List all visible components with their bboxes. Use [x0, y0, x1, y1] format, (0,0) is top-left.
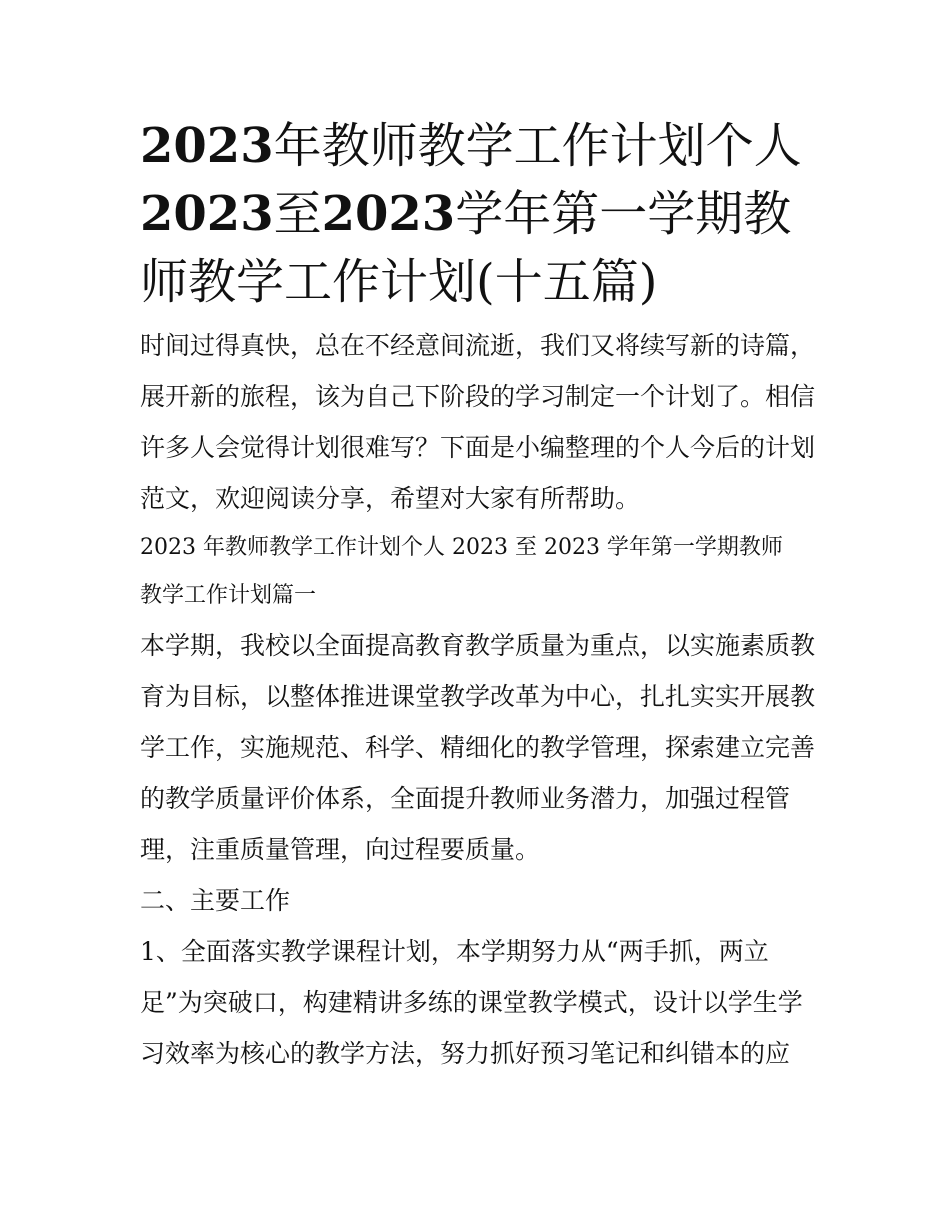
- paragraph-line: 育为目标，以整体推进课堂教学改革为中心，扎扎实实开展教: [140, 682, 816, 711]
- intro-line: 范文，欢迎阅读分享，希望对大家有所帮助。: [140, 484, 641, 513]
- paragraph-line: 本学期，我校以全面提高教育教学质量为重点，以实施素质教: [140, 631, 816, 660]
- paragraph-line: 习效率为核心的教学方法，努力抓好预习笔记和纠错本的应: [140, 1039, 791, 1068]
- section-heading: [140, 524, 820, 620]
- title-line-2: [140, 180, 820, 248]
- title-text: 至: [273, 186, 322, 242]
- section-heading-line: 教学工作计划篇一: [140, 583, 317, 608]
- paragraph-line: 理，注重质量管理，向过程要质量。: [140, 835, 541, 864]
- paragraph-line: 学工作，实施规范、科学、精细化的教学管理，探索建立完善: [140, 733, 816, 762]
- document-title: [140, 112, 820, 316]
- title-text: 年教师教学工作计划个人: [273, 118, 802, 174]
- title-text: 师教学工作计划(十五篇): [140, 254, 658, 310]
- body-paragraph-2: [140, 926, 820, 1079]
- section-heading-line: 2023 年教师教学工作计划个人 2023 至 2023 学年第一学期教师: [140, 535, 783, 560]
- intro-line: 时间过得真快，总在不经意间流逝，我们又将续写新的诗篇，: [140, 331, 816, 360]
- paragraph-line: 足”为突破口，构建精讲多练的课堂教学模式，设计以学生学: [140, 988, 803, 1017]
- body-paragraph-1: [140, 620, 820, 875]
- intro-line: 展开新的旅程，该为自己下阶段的学习制定一个计划了。相信: [140, 382, 816, 411]
- paragraph-line: 1、全面落实教学课程计划，本学期努力从“两手抓，两立: [140, 937, 769, 966]
- intro-paragraph: [140, 320, 820, 524]
- title-line-1: [140, 112, 820, 180]
- title-year: 2023: [140, 118, 274, 174]
- title-text: 学年第一学期教: [455, 186, 792, 242]
- title-line-3: [140, 248, 820, 316]
- title-year: 2023: [140, 186, 274, 242]
- subheading: 二、主要工作: [140, 886, 291, 915]
- paragraph-line: 的教学质量评价体系，全面提升教师业务潜力，加强过程管: [140, 784, 791, 813]
- title-year: 2023: [321, 186, 456, 242]
- intro-line: 许多人会觉得计划很难写？下面是小编整理的个人今后的计划: [140, 433, 816, 462]
- document-page: [140, 112, 820, 1079]
